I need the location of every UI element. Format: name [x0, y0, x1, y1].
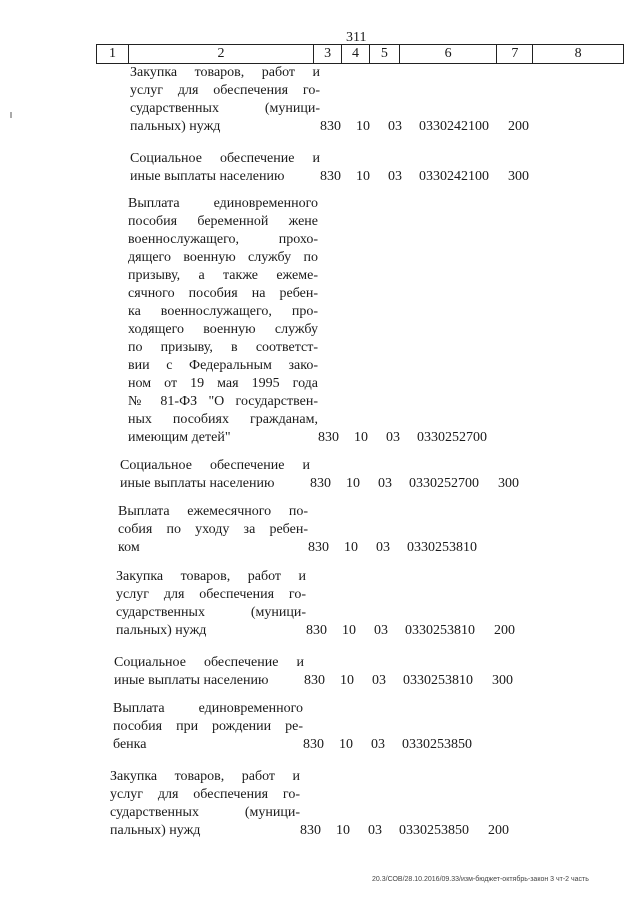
cell-target-article: 0330252700	[417, 430, 487, 445]
footer-note: 20.3/СОВ/28.10.2016/09.33/изм-бюджет-октябрь-закон 3 чт-2 часть	[372, 876, 589, 883]
cell-section: 10	[354, 430, 368, 445]
description-line: иные выплаты населению	[120, 476, 275, 491]
cell-ministry-code: 830	[310, 476, 331, 491]
description-line: собия по уходу за ребен-	[118, 522, 308, 537]
cell-expense-type: 300	[508, 169, 529, 184]
description-line: дящего военную службу по	[128, 250, 318, 265]
description-line: сячного пособия на ребен-	[128, 286, 318, 301]
description-line: Выплата ежемесячного по-	[118, 504, 308, 519]
description-line: ном от 19 мая 1995 года	[128, 376, 318, 391]
description-line: услуг для обеспечения го-	[116, 587, 306, 602]
description-line: услуг для обеспечения го-	[110, 787, 300, 802]
cell-target-article: 0330242100	[419, 169, 489, 184]
description-line: Выплата единовременного	[128, 196, 318, 211]
cell-section: 10	[340, 673, 354, 688]
cell-subsection: 03	[374, 623, 388, 638]
cell-target-article: 0330252700	[409, 476, 479, 491]
description-line: Социальное обеспечение и	[120, 458, 310, 473]
cell-target-article: 0330242100	[419, 119, 489, 134]
description-line: пальных) нужд	[130, 119, 221, 134]
description-line: Социальное обеспечение и	[114, 655, 304, 670]
header-col-1: 1	[97, 45, 129, 63]
cell-subsection: 03	[388, 119, 402, 134]
cell-subsection: 03	[376, 540, 390, 555]
row-description	[118, 503, 308, 557]
cell-ministry-code: 830	[308, 540, 329, 555]
cell-subsection: 03	[372, 673, 386, 688]
description-line: Закупка товаров, работ и	[110, 769, 300, 784]
cell-section: 10	[344, 540, 358, 555]
cell-section: 10	[342, 623, 356, 638]
description-line: услуг для обеспечения го-	[130, 83, 320, 98]
row-description	[114, 654, 304, 690]
page-number: 311	[346, 30, 367, 45]
row-description	[128, 195, 318, 447]
description-line: сударственных (муници-	[130, 101, 320, 116]
cell-section: 10	[346, 476, 360, 491]
description-line: Социальное обеспечение и	[130, 151, 320, 166]
description-line: № 81-ФЗ "О государствен-	[128, 394, 318, 409]
description-line: пособия беременной жене	[128, 214, 318, 229]
cell-section: 10	[336, 823, 350, 838]
row-description	[120, 457, 310, 493]
cell-expense-type: 200	[488, 823, 509, 838]
description-line: ком	[118, 540, 140, 555]
header-col-4: 4	[342, 45, 370, 63]
header-col-2: 2	[129, 45, 314, 63]
cell-subsection: 03	[371, 737, 385, 752]
header-col-7: 7	[497, 45, 533, 63]
row-description	[116, 568, 306, 640]
header-col-5: 5	[370, 45, 400, 63]
description-line: Закупка товаров, работ и	[130, 65, 320, 80]
description-line: ходящего военную службу	[128, 322, 318, 337]
description-line: сударственных (муници-	[110, 805, 300, 820]
description-line: пальных) нужд	[116, 623, 207, 638]
description-line: по призыву, в соответст-	[128, 340, 318, 355]
cell-expense-type: 300	[492, 673, 513, 688]
description-line: военнослужащего, прохо-	[128, 232, 318, 247]
description-line: вии с Федеральным зако-	[128, 358, 318, 373]
cell-section: 10	[356, 119, 370, 134]
cell-ministry-code: 830	[303, 737, 324, 752]
description-line: ных пособиях гражданам,	[128, 412, 318, 427]
row-description	[130, 150, 320, 186]
cell-subsection: 03	[386, 430, 400, 445]
description-line: пальных) нужд	[110, 823, 201, 838]
cell-ministry-code: 830	[320, 119, 341, 134]
header-col-8: 8	[574, 46, 582, 61]
header-col-6: 6	[400, 45, 498, 63]
description-line: иные выплаты населению	[114, 673, 269, 688]
cell-target-article: 0330253850	[399, 823, 469, 838]
cell-target-article: 0330253810	[405, 623, 475, 638]
cell-ministry-code: 830	[320, 169, 341, 184]
cell-section: 10	[356, 169, 370, 184]
cell-ministry-code: 830	[300, 823, 321, 838]
cell-subsection: 03	[388, 169, 402, 184]
header-col-3: 3	[314, 45, 342, 63]
cell-expense-type: 300	[498, 476, 519, 491]
description-line: Закупка товаров, работ и	[116, 569, 306, 584]
description-line: Выплата единовременного	[113, 701, 303, 716]
cell-ministry-code: 830	[306, 623, 327, 638]
cell-target-article: 0330253850	[402, 737, 472, 752]
row-description	[110, 768, 300, 840]
description-line: ка военнослужащего, про-	[128, 304, 318, 319]
description-line: пособия при рождении ре-	[113, 719, 303, 734]
description-line: сударственных (муници-	[116, 605, 306, 620]
row-description	[113, 700, 303, 754]
cell-target-article: 0330253810	[403, 673, 473, 688]
cell-ministry-code: 830	[304, 673, 325, 688]
description-line: иные выплаты населению	[130, 169, 285, 184]
description-line: имеющим детей"	[128, 430, 231, 445]
cell-expense-type: 200	[508, 119, 529, 134]
description-line: призыву, а также ежеме-	[128, 268, 318, 283]
cell-ministry-code: 830	[318, 430, 339, 445]
cell-expense-type: 200	[494, 623, 515, 638]
cell-target-article: 0330253810	[407, 540, 477, 555]
cell-subsection: 03	[378, 476, 392, 491]
cell-section: 10	[339, 737, 353, 752]
cell-subsection: 03	[368, 823, 382, 838]
description-line: бенка	[113, 737, 147, 752]
row-description	[130, 64, 320, 136]
